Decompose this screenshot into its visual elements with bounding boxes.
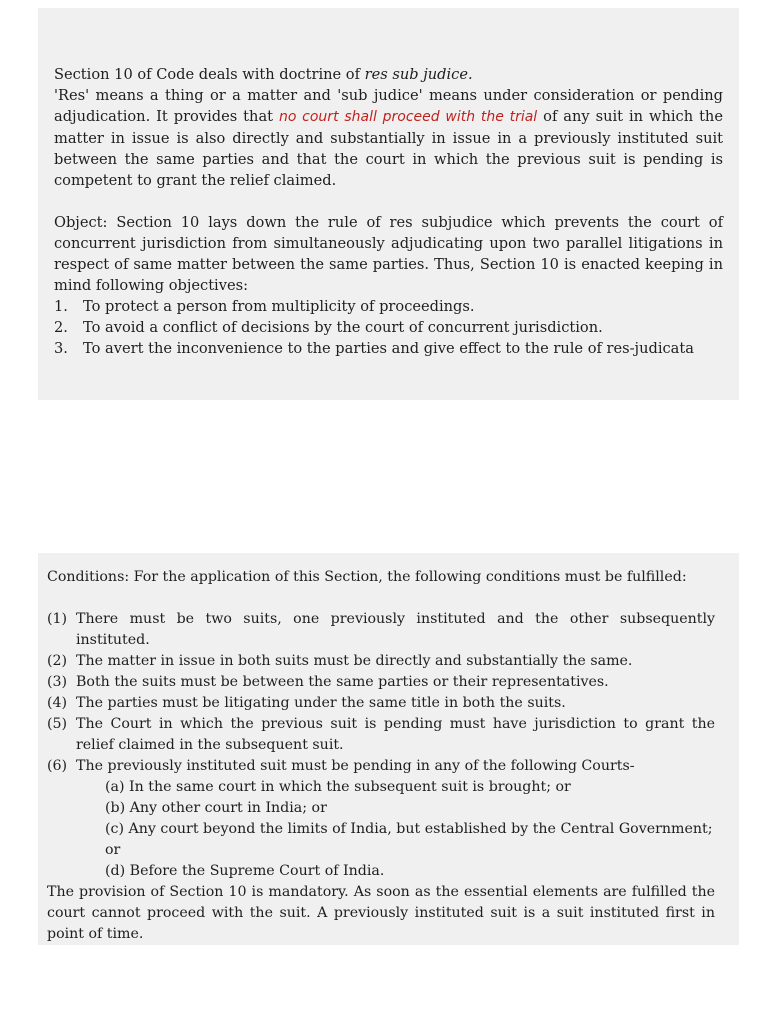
list-item-text: Both the suits must be between the same parties or their representatives. [76,674,609,690]
list-item [47,756,715,777]
list-item-number: 1. [54,298,68,315]
objectives-list [54,296,723,359]
list-item-text: There must be two suits, one previously instituted and the other subsequently instituted. [76,611,715,648]
intro-italic-term: res sub judice. [364,66,473,83]
conclusion-paragraph: The provision of Section 10 is mandatory. As soon as the essential elements are fulfilled the court cannot proceed with the suit. A previously instituted suit is a suit instituted first in point of time. [47,884,715,942]
intro-line [54,64,723,85]
conditions-list [47,609,715,777]
object-paragraph: Object: Section 10 lays down the rule of res subjudice which prevents the court of concurrent jurisdiction from simultaneously adjudicating upon two parallel litigations in respect of same matter between the same parties. Thus, Section 10 is enacted keeping in mind following objectives: [54,214,723,294]
paragraph-spacer [47,588,715,609]
list-item-number: (3) [47,674,68,690]
definition-paragraph [54,85,723,191]
definition-text-start: 'Res' means a thing or a matter and 'sub judice' means under consideration or pending adjudication. It provides that [54,87,723,125]
paragraph-spacer [54,191,723,212]
list-item-number: (4) [47,695,68,711]
list-item-text: The previously instituted suit must be pending in any of the following Courts- [76,758,635,774]
list-item-number: (5) [47,716,68,732]
list-item-text: The parties must be litigating under the same title in both the suits. [76,695,566,711]
highlighted-phrase: no court shall proceed with the trial [278,109,538,125]
conditions-heading: Conditions: For the application of this Section, the following conditions must be fulfilled: [47,569,687,585]
list-item-number: (1) [47,611,68,627]
list-item-number: (6) [47,758,68,774]
list-item [47,714,715,756]
list-item [54,338,723,359]
list-item [47,609,715,651]
res-subjudice-definition-panel [38,8,739,400]
list-item-number: 2. [54,319,68,336]
list-item [47,693,715,714]
list-item-text: To protect a person from multiplicity of proceedings. [83,298,475,315]
list-item-number: (2) [47,653,68,669]
list-item-number: 3. [54,340,68,357]
sublist-item: (d) Before the Supreme Court of India. [105,863,385,879]
list-item-text: To avert the inconvenience to the parties and give effect to the rule of res-judicata [83,340,694,357]
list-item [47,651,715,672]
sublist-item: (b) Any other court in India; or [105,800,327,816]
list-item [54,296,723,317]
list-item [54,317,723,338]
list-item-text: To avoid a conflict of decisions by the court of concurrent jurisdiction. [83,319,603,336]
intro-text: Section 10 of Code deals with doctrine of [54,66,365,83]
list-item-text: The Court in which the previous suit is pending must have jurisdiction to grant the relief claimed in the subsequent suit. [76,716,715,753]
sublist-item: (c) Any court beyond the limits of India, but established by the Central Government; or [105,821,713,858]
definition-text-end: of any suit in which the matter in issue is also directly and substantially in issue in a previously instituted suit between the same parties and that the court in which the previous suit is pending is competent to grant the relief claimed. [54,108,723,189]
list-item-text: The matter in issue in both suits must be directly and substantially the same. [76,653,633,669]
sublist-item: (a) In the same court in which the subsequent suit is brought; or [105,779,571,795]
courts-sublist [47,777,715,882]
list-item [47,672,715,693]
conditions-panel [38,553,739,945]
